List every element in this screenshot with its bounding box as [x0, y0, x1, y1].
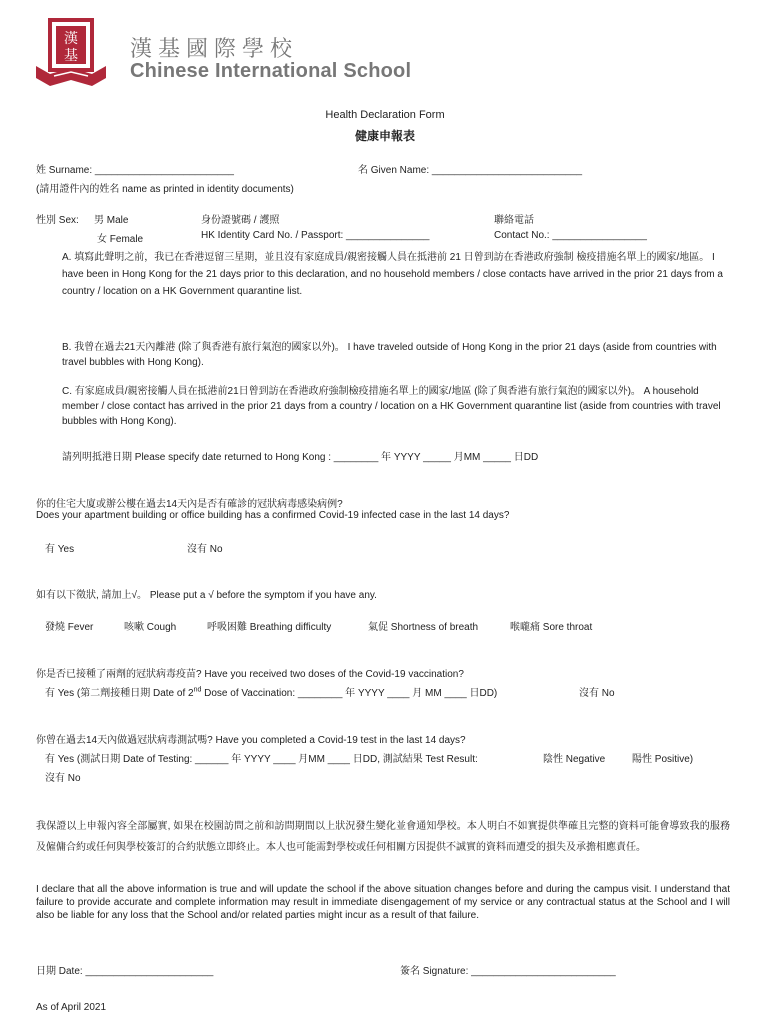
- symptom-shortness-of-breath[interactable]: 氣促 Shortness of breath: [368, 622, 479, 633]
- test-result-negative[interactable]: 陰性 Negative: [543, 754, 606, 765]
- symptom-sore-throat[interactable]: 喉嚨痛 Sore throat: [510, 622, 593, 633]
- symptom-fever[interactable]: 發燒 Fever: [45, 622, 94, 633]
- school-name-english: Chinese International School: [130, 60, 412, 82]
- return-date-field[interactable]: 請列明抵港日期 Please specify date returned to Hong Kong : ________ 年 YYYY _____ 月MM _____ 日DD: [62, 452, 539, 463]
- test-yes-option[interactable]: 有 Yes (測試日期 Date of Testing: ______ 年 YYYY ____ 月MM ____ 日DD, 測試結果 Test Result:: [45, 754, 478, 765]
- declaration-a[interactable]: A. 填寫此聲明之前，我已在香港逗留三星期，並且沒有家庭成員/親密接觸人員在抵港前 21 日曾到訪在香港政府強制 檢疫措施名單上的國家/地區。 I have been in Hong Kong for the 21 days prior to this declaration, and no household members / close contacts have arrived in the prior 21 days from a country / location on a HK Government quarantine list.: [62, 252, 723, 297]
- vaccine-yes-option[interactable]: [45, 684, 497, 699]
- form-title-english: Health Declaration Form: [325, 109, 445, 121]
- surname-field[interactable]: 姓 Surname: _________________________: [36, 165, 234, 176]
- sex-male-option[interactable]: 男 Male: [94, 215, 129, 226]
- form-title-chinese: 健康申報表: [354, 129, 415, 143]
- vaccine-no-option[interactable]: 沒有 No: [579, 688, 615, 699]
- test-result-positive[interactable]: 陽性 Positive): [632, 754, 694, 765]
- vaccine-yes-text-b: Dose of Vaccination: ________ 年 YYYY ____ 月 MM ____ 日DD): [201, 688, 498, 699]
- sex-label: 性別 Sex:: [36, 215, 79, 226]
- building-question-chinese: 你的住宅大廈或辦公樓在過去14天內是否有確診的冠狀病毒感染病例?: [36, 499, 343, 510]
- building-no-option[interactable]: 沒有 No: [187, 544, 223, 555]
- given-name-field[interactable]: 名 Given Name: ___________________________: [358, 165, 583, 176]
- declaration-c[interactable]: C. 有家庭成員/親密接觸人員在抵港前21日曾到訪在香港政府強制檢疫措施名單上的國家/地區 (除了與香港有旅行氣泡的國家以外)。 A household member / close contact has arrived in the prior 21 days from a country / location on a HK Government quarantine list (aside from countries with travel bubbles with Hong Kong).: [62, 386, 721, 427]
- contact-number-field[interactable]: Contact No.: _________________: [494, 230, 647, 241]
- id-number-field[interactable]: HK Identity Card No. / Passport: _______________: [201, 230, 430, 241]
- surname-note: (請用證件內的姓名 name as printed in identity documents): [36, 184, 294, 195]
- building-yes-option[interactable]: 有 Yes: [45, 544, 75, 555]
- guarantee-chinese: 我保證以上申報內容全部屬實, 如果在校園訪問之前和訪問期間以上狀況發生變化並會通知學校。本人明白不如實提供準確且完整的資料可能會導致我的服務及僱傭合約或任何與學校簽訂的合約狀態立即終止。本人也可能需對學校或任何相關方因提供不誠實的資料而遭受的損失及承擔相應責任。: [36, 821, 730, 853]
- school-crest-logo: [34, 16, 108, 90]
- vaccine-yes-text-a: 有 Yes (第二劑接種日期 Date of 2: [45, 688, 194, 699]
- building-question-english: Does your apartment building or office building has a confirmed Covid-19 infected case in the last 14 days?: [36, 510, 510, 521]
- test-question: 你曾在過去14天內做過冠狀病毒測試嗎? Have you completed a Covid-19 test in the last 14 days?: [36, 735, 466, 746]
- symptom-breathing-difficulty[interactable]: 呼吸困難 Breathing difficulty: [207, 622, 332, 633]
- symptom-cough[interactable]: 咳嗽 Cough: [124, 622, 177, 633]
- version-note: As of April 2021: [36, 1002, 107, 1013]
- test-no-option[interactable]: 沒有 No: [45, 773, 81, 784]
- svg-text:基: 基: [64, 48, 78, 64]
- vaccine-superscript: nd: [193, 686, 202, 694]
- declaration-b[interactable]: B. 我曾在過去21天內離港 (除了與香港有旅行氣泡的國家以外)。 I have traveled outside of Hong Kong in the prior 21 days (aside from countries with travel bubbles with Hong Kong).: [62, 342, 717, 368]
- guarantee-english: I declare that all the above information is true and will update the school if the above situation changes before and during the campus visit. I understand that failure to provide accurate and complete information may result in immediate disengagement of my service or any contractual status at the School and I will also be liable for any loss that the School and/or related parties might incur as a result of that failure.: [36, 884, 730, 921]
- svg-text:漢: 漢: [64, 31, 78, 47]
- vaccine-question: 你是否已接種了兩劑的冠狀病毒疫苗? Have you received two doses of the Covid-19 vaccination?: [36, 669, 464, 680]
- contact-label-chinese: 聯絡電話: [494, 215, 534, 226]
- signature-field[interactable]: 簽名 Signature: __________________________: [400, 966, 616, 977]
- id-label-chinese: 身份證號碼 / 護照: [201, 215, 280, 226]
- school-name-chinese: 漢基國際學校: [130, 37, 299, 62]
- symptoms-instruction: 如有以下徵狀, 請加上√。 Please put a √ before the symptom if you have any.: [36, 590, 377, 601]
- sex-female-option[interactable]: 女 Female: [97, 234, 144, 245]
- date-field[interactable]: 日期 Date: _______________________: [36, 966, 214, 977]
